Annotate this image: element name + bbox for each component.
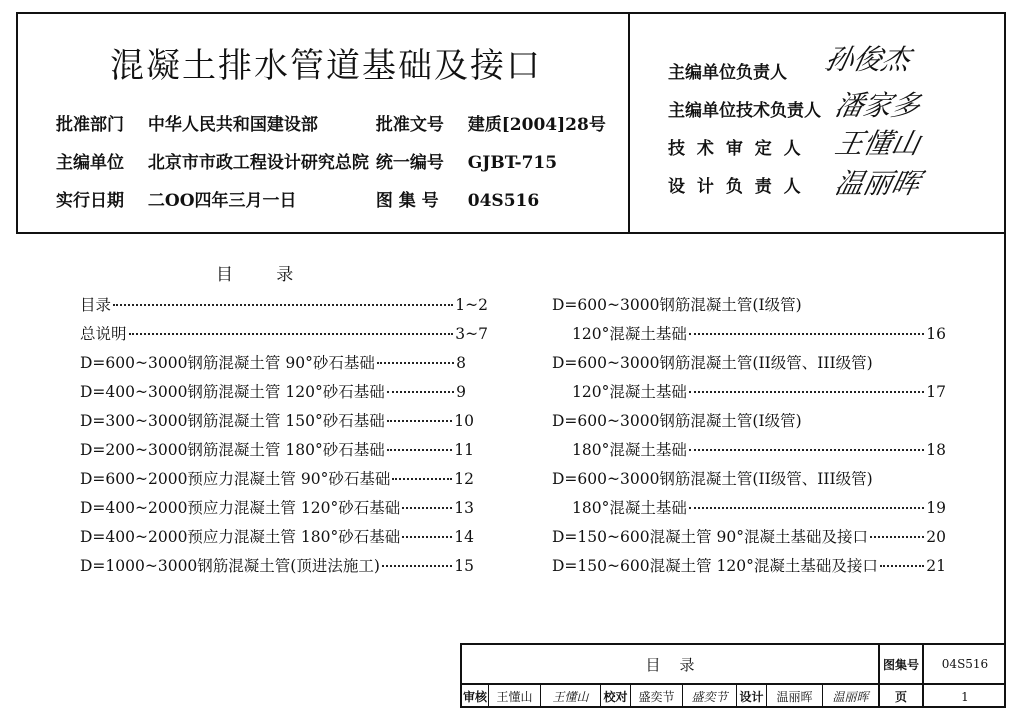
toc-page: 12 [454, 470, 474, 488]
leader-dots [689, 391, 924, 393]
toc-label: D=400~3000钢筋混凝土管 120°砂石基础 [80, 383, 385, 401]
tb-check-label: 校对 [603, 690, 628, 704]
toc-entry[interactable] [572, 379, 946, 405]
toc-entry[interactable] [572, 321, 946, 347]
tb-reviewer-sig: 王懂山 [552, 690, 589, 704]
meta-key: 实行日期 [56, 191, 124, 211]
toc-label: D=600~3000钢筋混凝土管 90°砂石基础 [80, 354, 375, 372]
toc-entry[interactable] [80, 408, 474, 434]
toc-page: 11 [454, 441, 474, 459]
toc-heading: 目 录 [216, 265, 294, 285]
role-label: 主编单位负责人 [668, 63, 787, 83]
frame-right [1004, 12, 1006, 708]
leader-dots [113, 304, 453, 306]
leader-dots [870, 536, 924, 538]
meta-value: 04S516 [467, 191, 540, 211]
tb-atlas-no: 04S516 [941, 657, 989, 671]
tb-designer: 温丽晖 [776, 690, 813, 704]
toc-label: D=1000~3000钢筋混凝土管(顶进法施工) [80, 557, 380, 575]
leader-dots [377, 362, 454, 364]
tb-title: 目 录 [645, 655, 695, 674]
toc-label: D=300~3000钢筋混凝土管 150°砂石基础 [80, 412, 385, 430]
leader-dots [880, 565, 924, 567]
leader-dots [392, 478, 452, 480]
tb-designer-sig: 温丽晖 [832, 690, 869, 704]
toc-heading-line: D=600~3000钢筋混凝土管(II级管、III级管) [552, 470, 873, 488]
tb-review-label: 审核 [462, 690, 487, 704]
toc-label: 120°混凝土基础 [572, 383, 687, 401]
toc-label: 180°混凝土基础 [572, 441, 687, 459]
leader-dots [689, 333, 924, 335]
title-block [460, 643, 1006, 708]
tb-reviewer: 王懂山 [496, 690, 533, 704]
header-bottom [16, 232, 1006, 234]
meta-row-2 [56, 148, 557, 173]
toc-heading-line: D=600~3000钢筋混凝土管(II级管、III级管) [552, 354, 873, 372]
toc-label: D=400~2000预应力混凝土管 180°砂石基础 [80, 528, 401, 546]
meta-value: 建质[2004]28号 [467, 115, 606, 135]
toc-page: 20 [926, 528, 946, 546]
signature: 温丽晖 [832, 167, 924, 200]
toc-heading-line: D=600~3000钢筋混凝土管(I级管) [552, 296, 802, 314]
frame-left [16, 12, 18, 234]
leader-dots [387, 391, 454, 393]
leader-dots [689, 449, 924, 451]
frame-top [16, 12, 1006, 14]
toc-label: 120°混凝土基础 [572, 325, 687, 343]
toc-label: D=400~2000预应力混凝土管 120°砂石基础 [80, 499, 401, 517]
toc-page: 15 [454, 557, 474, 575]
toc-page: 10 [454, 412, 474, 430]
toc-label: 目录 [80, 296, 112, 314]
meta-key: 主编单位 [56, 153, 124, 173]
meta-row-1 [56, 110, 606, 135]
signature: 潘家多 [832, 89, 924, 122]
leader-dots [387, 420, 453, 422]
meta-key: 统一编号 [375, 153, 444, 173]
toc-entry[interactable] [572, 437, 946, 463]
toc-entry[interactable] [552, 553, 946, 579]
toc-entry[interactable] [552, 524, 946, 550]
leader-dots [689, 507, 924, 509]
toc-page: 9 [456, 383, 466, 401]
toc-page: 14 [454, 528, 474, 546]
meta-key: 图 集 号 [375, 191, 439, 211]
toc-entry[interactable] [80, 524, 474, 550]
toc-entry[interactable] [80, 437, 474, 463]
toc-page: 8 [456, 354, 466, 372]
toc-entry[interactable] [572, 495, 946, 521]
toc-entry[interactable] [80, 379, 466, 405]
toc-label: D=150~600混凝土管 120°混凝土基础及接口 [552, 557, 878, 575]
tb-atlas-label: 图集号 [882, 657, 919, 672]
tb-checker: 盛奕节 [638, 690, 675, 704]
toc-label: 总说明 [80, 325, 127, 343]
toc-page: 1~2 [455, 296, 488, 314]
toc-label: D=600~2000预应力混凝土管 90°砂石基础 [80, 470, 391, 488]
leader-dots [402, 507, 452, 509]
toc-entry[interactable] [80, 553, 474, 579]
toc-page: 16 [926, 325, 946, 343]
tb-checker-sig: 盛奕节 [691, 690, 728, 704]
leader-dots [129, 333, 454, 335]
toc-page: 13 [454, 499, 474, 517]
toc-entry[interactable] [80, 350, 466, 376]
meta-value: 二OO四年三月一日 [147, 191, 297, 211]
toc-page: 3~7 [455, 325, 488, 343]
toc-entry[interactable] [80, 495, 474, 521]
toc-entry[interactable] [80, 292, 488, 318]
toc-heading-line: D=600~3000钢筋混凝土管(I级管) [552, 412, 802, 430]
meta-row-3 [56, 186, 539, 211]
leader-dots [402, 536, 452, 538]
meta-value: 北京市市政工程设计研究总院 [147, 153, 369, 173]
toc-label: D=150~600混凝土管 90°混凝土基础及接口 [552, 528, 868, 546]
meta-key: 批准部门 [56, 115, 124, 135]
document-title: 混凝土排水管道基础及接口 [110, 46, 542, 86]
toc-page: 19 [926, 499, 946, 517]
toc-page: 18 [926, 441, 946, 459]
leader-dots [387, 449, 453, 451]
role-label: 主编单位技术负责人 [668, 101, 821, 121]
role-label: 设 计 负 责 人 [668, 177, 804, 197]
toc-entry[interactable] [80, 321, 488, 347]
tb-page-label: 页 [894, 690, 907, 704]
toc-entry[interactable] [80, 466, 474, 492]
toc-page: 17 [926, 383, 946, 401]
toc-page: 21 [926, 557, 946, 575]
meta-key: 批准文号 [375, 115, 444, 135]
header-divider [628, 12, 630, 234]
toc-label: D=200~3000钢筋混凝土管 180°砂石基础 [80, 441, 385, 459]
signature: 王懂山 [832, 127, 924, 160]
meta-value: 中华人民共和国建设部 [147, 115, 318, 135]
leader-dots [382, 565, 452, 567]
meta-value: GJBT-715 [467, 153, 558, 173]
role-label: 技 术 审 定 人 [668, 139, 804, 159]
toc-label: 180°混凝土基础 [572, 499, 687, 517]
tb-page-no: 1 [961, 689, 969, 704]
signature: 孙俊杰 [822, 43, 914, 76]
tb-design-label: 设计 [739, 690, 764, 704]
